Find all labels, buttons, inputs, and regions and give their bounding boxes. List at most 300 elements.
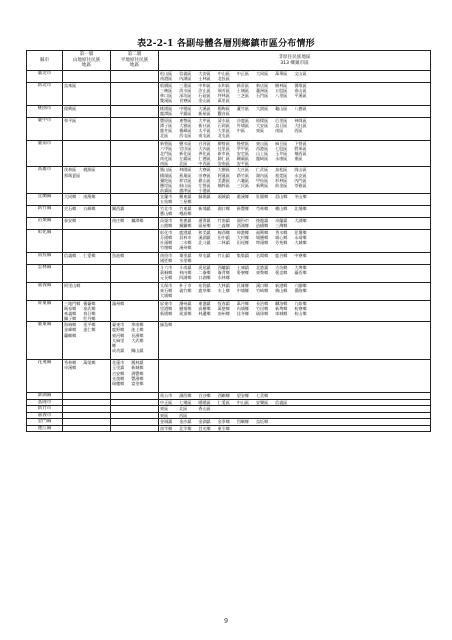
district-name: 瑪家鄉 xyxy=(64,306,77,312)
district-name: 旗津區 xyxy=(179,187,192,193)
district-name: 竹山鎮 xyxy=(217,252,230,258)
district-name: 田尾鄉 xyxy=(236,240,250,246)
district-name: 鼓山區 xyxy=(179,182,192,188)
district-name: 淡水區 xyxy=(179,88,192,94)
non-districts-cell xyxy=(159,322,431,360)
district-name: 文山區 xyxy=(294,71,307,76)
district-name: 汐止區 xyxy=(198,88,211,94)
district-name: 竹崎鄉 xyxy=(255,288,269,294)
district-name: 長治鄉 xyxy=(255,300,269,306)
district-name: 枋山鄉 xyxy=(294,311,307,317)
district-name: 大肚區 xyxy=(294,123,307,129)
mountain-districts-cell xyxy=(63,83,111,106)
district-name: 佳里區 xyxy=(217,146,230,152)
district-line xyxy=(160,211,429,216)
district-name: 安樂區 xyxy=(255,399,269,405)
district-name: 東河鄉 xyxy=(112,332,125,338)
district-name: 雙溪區 xyxy=(160,98,173,104)
district-name: 延平鄉 xyxy=(83,322,96,328)
district-name: 阿里山鄉 xyxy=(64,282,81,288)
district-name: 中和區 xyxy=(198,83,211,88)
district-name: 二林鎮 xyxy=(217,240,230,246)
plain-districts-cell xyxy=(111,229,159,252)
district-name: 貢寮區 xyxy=(179,98,192,104)
county-cell: 新竹市 xyxy=(27,406,63,413)
district-name: 北投區 xyxy=(217,76,230,82)
district-name: 新埤鄉 xyxy=(275,306,288,312)
district-name: 二水鄉 xyxy=(179,240,192,246)
plain-districts-cell xyxy=(111,360,159,393)
district-name: 鹿港鎮 xyxy=(179,229,192,235)
plain-districts-cell xyxy=(111,425,159,432)
district-name: 信義鄉 xyxy=(64,252,77,258)
district-name: 關西鎮 xyxy=(112,205,125,211)
non-districts-cell xyxy=(159,83,431,106)
district-line xyxy=(160,400,429,405)
district-name: 左鎮區 xyxy=(179,156,192,162)
district-name: 新社區 xyxy=(198,123,211,129)
district-name: 后里區 xyxy=(275,118,288,123)
district-name: 斗六市 xyxy=(160,264,173,270)
district-name: 關廟區 xyxy=(236,156,250,162)
district-name: 北斗鎮 xyxy=(198,240,211,246)
district-name: 中正區 xyxy=(236,71,250,76)
district-name: 彌陀區 xyxy=(160,177,173,183)
header-line: 地區 xyxy=(129,63,140,69)
district-name: 瑞穗鄉 xyxy=(112,380,125,386)
non-districts-cell xyxy=(159,229,431,252)
district-name: 三峽區 xyxy=(160,88,173,94)
district-name: 三地門鄉 xyxy=(64,300,81,306)
district-name: 東港鎮 xyxy=(198,300,211,306)
non-districts-cell xyxy=(159,193,431,205)
district-name: 新園鄉 xyxy=(160,311,173,317)
district-name: 山上區 xyxy=(255,151,269,157)
table-row xyxy=(27,193,431,205)
district-name: 五結鄉 xyxy=(160,199,173,205)
district-name: 水林鄉 xyxy=(217,275,230,281)
table-row xyxy=(27,282,431,300)
district-name: 名間鄉 xyxy=(255,252,269,258)
non-districts-cell xyxy=(159,425,431,432)
district-name: 楠梓區 xyxy=(217,182,230,188)
district-name: 新興區 xyxy=(255,182,269,188)
district-name: 高樹鄉 xyxy=(198,306,211,312)
district-name: 水里鄉 xyxy=(179,258,192,264)
district-name: 茂林區 xyxy=(64,167,77,173)
district-name: 秀林鄉 xyxy=(64,360,77,366)
district-name: 萬榮鄉 xyxy=(83,360,96,366)
district-name: 鹽埔鄉 xyxy=(179,306,192,312)
district-name: 旗山區 xyxy=(198,177,211,183)
district-name: 義竹鄉 xyxy=(179,288,192,294)
district-name: 梅山鄉 xyxy=(275,288,288,294)
district-name: 北港鎮 xyxy=(255,264,269,270)
district-name: 潭子區 xyxy=(160,123,173,129)
table-row xyxy=(27,264,431,282)
district-name: 田中鎮 xyxy=(217,235,230,241)
district-name: 大溪區 xyxy=(198,106,211,111)
district-name: 斗南鎮 xyxy=(179,264,192,270)
district-line xyxy=(112,348,157,353)
district-line xyxy=(64,218,109,223)
district-name: 中區 xyxy=(236,128,245,134)
district-name: 鳳山區 xyxy=(160,167,173,173)
district-name: 八德區 xyxy=(294,106,307,111)
district-name: 林園區 xyxy=(179,167,192,173)
district-name: 新化區 xyxy=(179,151,192,157)
district-name: 龍潭區 xyxy=(160,111,173,117)
table-row xyxy=(27,118,431,141)
non-districts-cell xyxy=(159,106,431,118)
district-name: 蘇澳鎮 xyxy=(198,193,211,199)
district-name: 板橋區 xyxy=(160,83,173,88)
district-name: 七堵區 xyxy=(179,399,192,405)
table-row xyxy=(27,106,431,118)
district-name: 霧峰區 xyxy=(179,128,192,134)
table-row xyxy=(27,167,431,193)
district-name: 三義鄉 xyxy=(217,223,230,229)
district-name: 新屋區 xyxy=(198,111,211,117)
district-name: 麟洛鄉 xyxy=(275,300,288,306)
district-name: 壯圍鄉 xyxy=(255,193,269,199)
district-line xyxy=(112,218,157,223)
district-name: 北埔鄉 xyxy=(294,205,307,211)
non-districts-cell xyxy=(159,217,431,229)
district-name: 龍崎區 xyxy=(255,156,269,162)
district-line xyxy=(160,188,429,193)
non-districts-cell xyxy=(159,252,431,264)
district-name: 屏東市 xyxy=(160,300,173,306)
table-row xyxy=(27,425,431,432)
district-name: 琉球鄉 xyxy=(255,311,269,317)
county-cell: 臺中市 xyxy=(27,118,63,141)
district-name: 富里鄉 xyxy=(131,380,144,386)
district-name: 南屯區 xyxy=(198,133,211,139)
district-name: 柳營區 xyxy=(217,141,230,146)
district-name: 橋頭區 xyxy=(160,172,173,178)
district-line xyxy=(64,173,109,178)
district-name: 金峰鄉 xyxy=(64,327,77,333)
district-name: 西湖鄉 xyxy=(236,223,250,229)
header-non-indigenous xyxy=(159,51,431,71)
district-name: 六甲區 xyxy=(160,146,173,152)
district-name: 花蓮市 xyxy=(112,360,125,366)
county-cell: 澎湖縣 xyxy=(27,393,63,400)
district-name: 復興區 xyxy=(64,106,77,111)
district-name: 觀音區 xyxy=(217,111,230,117)
district-name: 三民區 xyxy=(236,182,250,188)
district-name: 芳苑鄉 xyxy=(275,240,288,246)
district-name: 大埤鄉 xyxy=(294,264,307,270)
district-line xyxy=(160,161,429,166)
district-name: 仁德區 xyxy=(198,156,211,162)
non-districts-cell xyxy=(159,205,431,217)
non-districts-cell xyxy=(159,71,431,83)
district-name: 東石鄉 xyxy=(160,288,173,294)
district-name: 彰化市 xyxy=(160,229,173,235)
district-name: 坪林區 xyxy=(217,93,230,99)
header-line: 第一層 xyxy=(79,52,94,58)
district-name: 金寧鄉 xyxy=(217,419,230,425)
district-line xyxy=(160,413,429,418)
district-name: 阿蓮區 xyxy=(217,172,230,178)
district-line xyxy=(112,381,157,386)
district-name: 杉林區 xyxy=(275,177,288,183)
district-line xyxy=(64,83,109,88)
district-name: 永靖鄉 xyxy=(294,235,307,241)
county-cell: 宜蘭縣 xyxy=(27,193,63,205)
header-line: 非原住民族地區 xyxy=(278,55,311,60)
district-name: 茄萣區 xyxy=(275,172,288,178)
district-name: 士林區 xyxy=(198,76,211,82)
district-name: 竹北市 xyxy=(160,205,173,211)
table-row xyxy=(27,252,431,264)
county-cell: 桃園市 xyxy=(27,106,63,118)
county-cell: 新竹縣 xyxy=(27,205,63,217)
district-name: 鳥松區 xyxy=(275,167,288,173)
district-name: 虎尾鎮 xyxy=(198,264,211,270)
district-name: 湖內區 xyxy=(255,172,269,178)
district-name: 古坑鄉 xyxy=(275,264,288,270)
mountain-districts-cell xyxy=(63,425,111,432)
district-name: 官田區 xyxy=(179,146,192,152)
district-name: 太平區 xyxy=(198,128,211,134)
district-name: 大武鄉 xyxy=(131,337,144,343)
district-name: 美濃區 xyxy=(217,177,230,183)
district-name: 烏來區 xyxy=(64,83,77,88)
district-name: 大內區 xyxy=(198,146,211,152)
district-name: 平鎮區 xyxy=(179,111,192,117)
mountain-districts-cell xyxy=(63,106,111,118)
district-name: 池上鄉 xyxy=(131,327,144,333)
district-name: 三芝區 xyxy=(236,93,250,99)
district-name: 白河區 xyxy=(198,141,211,146)
district-name: 員山鄉 xyxy=(275,193,288,199)
district-name: 卓蘭鎮 xyxy=(275,217,288,223)
header-line: 山地原住民族 xyxy=(72,57,101,63)
district-name: 太保市 xyxy=(160,282,173,288)
district-name: 左營區 xyxy=(198,182,211,188)
mountain-districts-cell xyxy=(63,282,111,300)
district-name: 北區 xyxy=(179,406,188,412)
district-name: 信義區 xyxy=(179,71,192,76)
county-cell: 彰化縣 xyxy=(27,229,63,252)
district-line xyxy=(64,206,109,211)
plain-districts-cell xyxy=(111,167,159,193)
district-name: 西屯區 xyxy=(179,133,192,139)
district-name: 桃園區 xyxy=(160,106,173,111)
district-line xyxy=(64,194,109,199)
district-name: 鹽水區 xyxy=(179,141,192,146)
district-name: 石碇區 xyxy=(198,93,211,99)
district-name: 下營區 xyxy=(294,141,307,146)
table-row xyxy=(27,141,431,167)
district-name: 北屯區 xyxy=(217,133,230,139)
district-name: 金城鎮 xyxy=(160,419,173,425)
district-name: 新城鄉 xyxy=(131,365,144,371)
district-name: 金沙鎮 xyxy=(179,419,192,425)
district-name: 五峰鄉 xyxy=(83,205,96,211)
district-name: 泰山區 xyxy=(294,88,307,94)
county-cell: 連江縣 xyxy=(27,425,63,432)
district-line xyxy=(160,133,429,138)
district-name: 仁愛區 xyxy=(217,399,230,405)
district-name: 員林市 xyxy=(179,235,192,241)
district-line xyxy=(160,258,429,263)
district-name: 八里區 xyxy=(275,93,288,99)
district-name: 龍井區 xyxy=(160,128,173,134)
plain-districts-cell xyxy=(111,71,159,83)
district-name: 七股區 xyxy=(275,146,288,152)
district-line xyxy=(160,199,429,204)
district-name: 社頭鄉 xyxy=(160,240,173,246)
district-line xyxy=(160,311,429,316)
district-name: 新莊區 xyxy=(236,83,250,88)
district-name: 寶山鄉 xyxy=(160,211,173,217)
district-name: 埔鹽鄉 xyxy=(255,235,269,241)
district-name: 燕巢區 xyxy=(179,172,192,178)
district-name: 光復鄉 xyxy=(112,375,125,381)
district-name: 集集鎮 xyxy=(236,252,250,258)
district-name: 玉里鎮 xyxy=(112,365,125,371)
district-name: 大埔鄉 xyxy=(160,293,173,299)
district-name: 潮州鎮 xyxy=(179,300,192,306)
district-name: 六龜區 xyxy=(236,177,250,183)
district-name: 七美鄉 xyxy=(255,393,269,399)
non-districts-cell xyxy=(159,300,431,321)
district-name: 臺西鄉 xyxy=(294,270,307,276)
district-name: 海端鄉 xyxy=(64,322,77,328)
district-name: 大城鄉 xyxy=(294,240,307,246)
district-line xyxy=(160,419,429,424)
district-name: 吉安鄉 xyxy=(112,370,125,376)
district-name: 冬山鄉 xyxy=(294,193,307,199)
district-name: 獅潭鄉 xyxy=(131,217,144,223)
non-districts-cell xyxy=(159,282,431,300)
district-name: 鳳林鎮 xyxy=(131,360,144,366)
header-plain xyxy=(111,51,159,71)
table-body xyxy=(27,71,431,432)
district-name: 萬丹鄉 xyxy=(236,300,250,306)
district-name: 三重區 xyxy=(179,83,192,88)
district-name: 梓官區 xyxy=(179,177,192,183)
district-name: 南區 xyxy=(160,161,169,167)
district-name: 平溪區 xyxy=(294,93,307,99)
district-name: 西港區 xyxy=(255,146,269,152)
district-name: 羅東鎮 xyxy=(179,193,192,199)
district-name: 東勢區 xyxy=(179,118,192,123)
district-line xyxy=(64,365,109,370)
plain-districts-cell xyxy=(111,217,159,229)
district-name: 金山區 xyxy=(198,98,211,104)
district-name: 南港區 xyxy=(160,76,173,82)
district-name: 九如鄉 xyxy=(294,300,307,306)
district-name: 那瑪夏區 xyxy=(64,172,81,178)
non-districts-cell xyxy=(159,141,431,167)
mountain-districts-cell xyxy=(63,71,111,83)
district-name: 褒忠鄉 xyxy=(275,270,288,276)
district-name: 沙鹿區 xyxy=(236,118,250,123)
plain-districts-cell xyxy=(111,282,159,300)
district-line xyxy=(160,426,429,431)
district-name: 神岡區 xyxy=(294,118,307,123)
district-name: 霧臺鄉 xyxy=(83,300,96,306)
district-name: 溪州鄉 xyxy=(179,245,192,251)
district-name: 芎林鄉 xyxy=(255,205,269,211)
district-name: 恆春鎮 xyxy=(217,300,230,306)
plain-districts-cell xyxy=(111,141,159,167)
header-line: 平地原住民族 xyxy=(120,57,149,63)
district-name: 香山區 xyxy=(198,406,211,412)
table-row xyxy=(27,71,431,83)
district-name: 溪口鄉 xyxy=(255,282,269,288)
district-name: 中壢區 xyxy=(179,106,192,111)
district-name: 四湖鄉 xyxy=(179,275,192,281)
non-districts-cell xyxy=(159,167,431,193)
district-name: 永和區 xyxy=(217,83,230,88)
county-cell: 新北市 xyxy=(27,83,63,106)
district-name: 豐原區 xyxy=(160,118,173,123)
header-county: 縣市 xyxy=(27,51,63,71)
district-name: 中山區 xyxy=(217,71,230,76)
district-line xyxy=(160,406,429,411)
district-name: 南區 xyxy=(275,128,284,134)
district-name: 佳冬鄉 xyxy=(236,311,250,317)
district-name: 宜蘭市 xyxy=(160,193,173,199)
district-line xyxy=(64,283,109,288)
district-distribution-table xyxy=(26,50,431,432)
district-name: 竹塘鄉 xyxy=(160,245,173,251)
mountain-districts-cell xyxy=(63,322,111,360)
header-mountain xyxy=(63,51,111,71)
district-name: 鶯歌區 xyxy=(294,83,307,88)
district-name: 安南區 xyxy=(217,161,230,167)
plain-districts-cell xyxy=(111,118,159,141)
table-row xyxy=(27,229,431,252)
district-name: 花壇鄉 xyxy=(294,229,307,235)
district-name: 伸港鄉 xyxy=(236,229,250,235)
district-name: 東區 xyxy=(255,128,265,134)
district-name: 峨眉鄉 xyxy=(179,211,192,217)
district-name: 太麻里 xyxy=(112,337,125,343)
district-name: 烏坵鄉 xyxy=(255,419,269,425)
district-name: 清水區 xyxy=(217,118,230,123)
district-name: 南投市 xyxy=(160,252,173,258)
table-row xyxy=(27,83,431,106)
county-cell: 屏東縣 xyxy=(27,300,63,321)
district-name: 大同鄉 xyxy=(64,193,77,199)
district-name: 石門區 xyxy=(255,93,269,99)
district-name: 綠島鄉 xyxy=(160,322,173,328)
district-name: 大同區 xyxy=(255,71,269,76)
district-name: 鹿草鄉 xyxy=(198,288,211,294)
district-name: 豐濱鄉 xyxy=(131,375,144,381)
district-name: 大安區 xyxy=(198,71,211,76)
mountain-districts-cell xyxy=(63,141,111,167)
district-name: 北區 xyxy=(160,133,169,139)
district-line xyxy=(112,253,157,258)
district-name: 鹿谷鄉 xyxy=(275,252,288,258)
district-name: 國姓鄉 xyxy=(160,258,173,264)
plain-districts-cell xyxy=(111,205,159,217)
district-name: 臺東市 xyxy=(112,322,125,328)
district-name: 小港區 xyxy=(198,187,211,193)
district-name: 蘆洲區 xyxy=(255,88,269,94)
district-name: 造橋鄉 xyxy=(255,223,269,229)
table-row xyxy=(27,322,431,360)
district-name: 苓雅區 xyxy=(294,182,307,188)
